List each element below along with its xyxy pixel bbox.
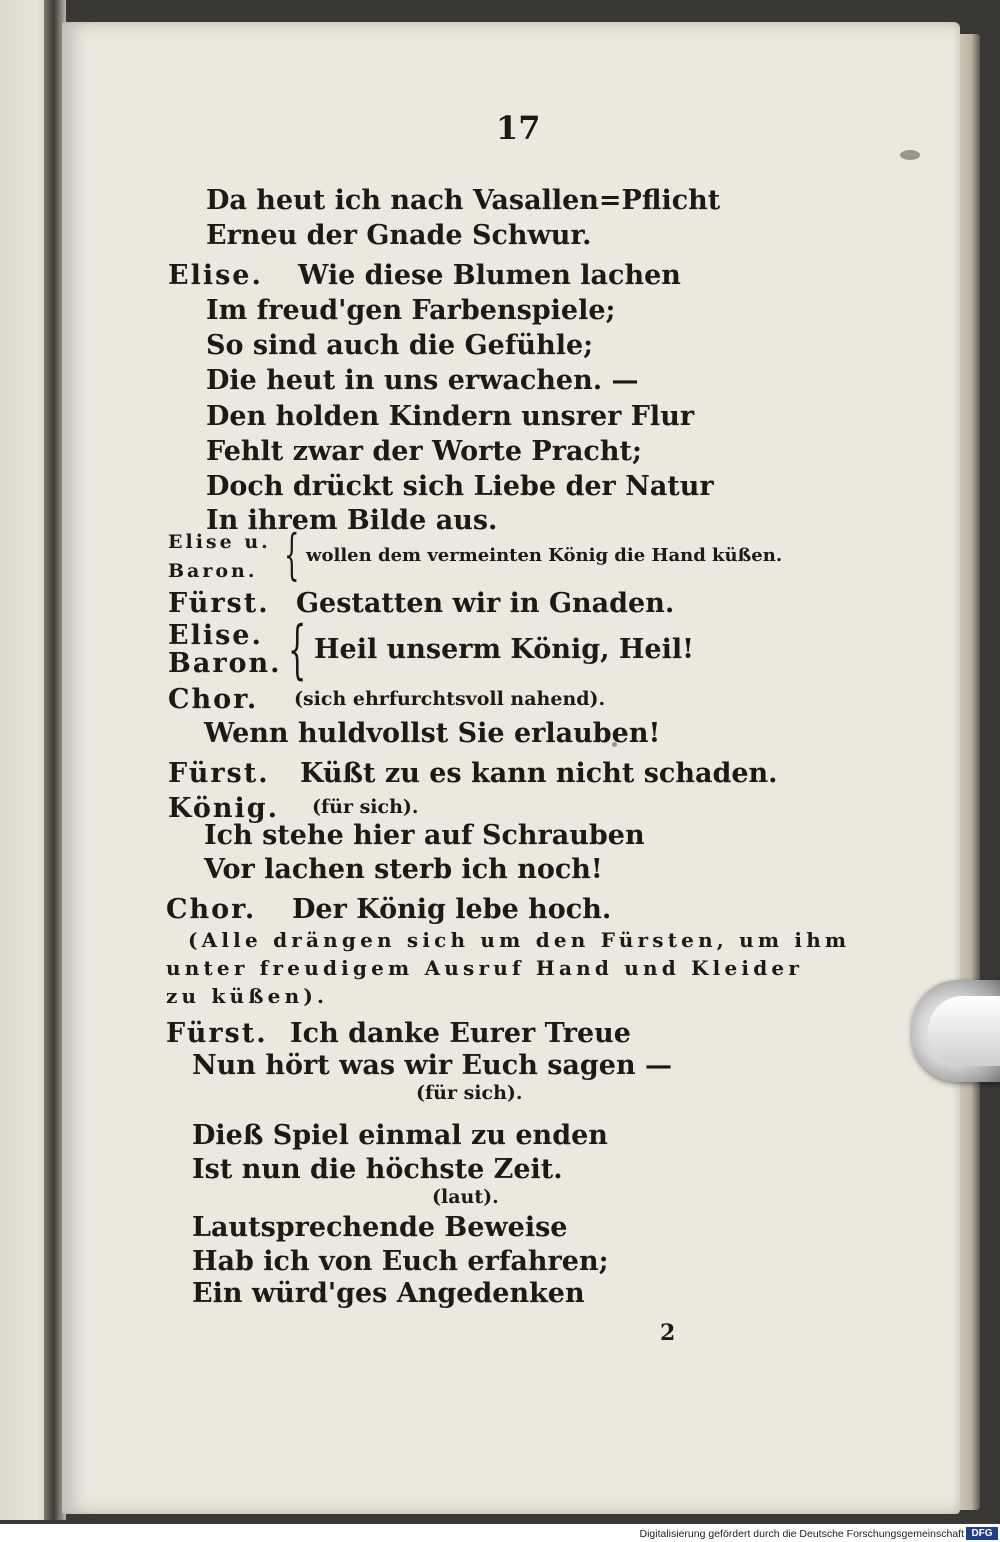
- speaker-name: Chor.: [166, 894, 257, 925]
- verse-line: Ich danke Eurer Treue: [290, 1018, 631, 1049]
- verse-line: Küßt zu es kann nicht schaden.: [300, 758, 778, 789]
- speaker-name: König.: [168, 793, 280, 824]
- verse-line: Ein würd'ges Angedenken: [192, 1278, 585, 1309]
- stage-direction: wollen dem vermeinten König die Hand küßen.: [306, 545, 783, 566]
- speaker-name: Elise.: [168, 620, 263, 651]
- stage-direction: (sich ehrfurchtsvoll nahend).: [294, 688, 606, 710]
- stage-direction: (für sich).: [312, 796, 419, 818]
- verse-line: Erneu der Gnade Schwur.: [206, 220, 592, 251]
- stage-direction: zu küßen).: [166, 984, 329, 1008]
- footer-credit: Digitalisierung gefördert durch die Deutsche Forschungsgemeinschaft: [639, 1528, 964, 1540]
- verse-line: Hab ich von Euch erfahren;: [192, 1246, 609, 1277]
- stage-direction: (für sich).: [416, 1082, 523, 1104]
- speaker-name: Fürst.: [168, 758, 270, 789]
- speaker-name: Fürst.: [168, 588, 270, 619]
- stage-direction: (laut).: [432, 1186, 499, 1208]
- stage-direction: unter freudigem Ausruf Hand und Kleider: [166, 956, 804, 980]
- speaker-name: Elise.: [168, 260, 263, 291]
- speaker-name: Chor.: [168, 684, 259, 715]
- verse-line: Fehlt zwar der Worte Pracht;: [206, 436, 642, 467]
- speaker-name: Fürst.: [166, 1018, 268, 1049]
- dfg-logo: DFG: [966, 1527, 998, 1540]
- verse-line: Dieß Spiel einmal zu enden: [192, 1120, 608, 1151]
- speaker-name: Baron.: [168, 560, 258, 582]
- verse-line: Der König lebe hoch.: [292, 894, 612, 925]
- verse-line: So sind auch die Gefühle;: [206, 330, 594, 361]
- verse-line: In ihrem Bilde aus.: [206, 505, 498, 536]
- verse-line: Im freud'gen Farbenspiele;: [206, 295, 616, 326]
- verse-line: Heil unserm König, Heil!: [314, 634, 694, 665]
- signature-mark: 2: [660, 1320, 676, 1346]
- page-clip-highlight: [928, 996, 1000, 1066]
- verse-line: Wenn huldvollst Sie erlauben!: [204, 718, 661, 749]
- brace: {: [284, 523, 300, 586]
- speaker-name: Baron.: [168, 648, 282, 679]
- verse-line: Den holden Kindern unsrer Flur: [206, 401, 695, 432]
- verse-line: Gestatten wir in Gnaden.: [296, 588, 675, 619]
- verse-line: Wie diese Blumen lachen: [298, 260, 681, 291]
- verse-line: Ist nun die höchste Zeit.: [192, 1154, 563, 1185]
- paper-stain: [900, 150, 920, 160]
- verse-line: Doch drückt sich Liebe der Natur: [206, 471, 714, 502]
- verse-line: Lautsprechende Beweise: [192, 1212, 568, 1243]
- speaker-name: Elise u.: [168, 531, 271, 553]
- brace: {: [288, 613, 307, 687]
- stage-direction: (Alle drängen sich um den Fürsten, um ihm: [188, 928, 851, 952]
- verse-line: Die heut in uns erwachen. —: [206, 365, 639, 396]
- verse-line: Ich stehe hier auf Schrauben: [204, 820, 645, 851]
- page-number: 17: [496, 109, 541, 147]
- verse-line: Da heut ich nach Vasallen=Pflicht: [206, 185, 721, 216]
- verse-line: Nun hört was wir Euch sagen —: [192, 1050, 673, 1081]
- verse-line: Vor lachen sterb ich noch!: [204, 854, 603, 885]
- page-stack-edge: [958, 34, 980, 1510]
